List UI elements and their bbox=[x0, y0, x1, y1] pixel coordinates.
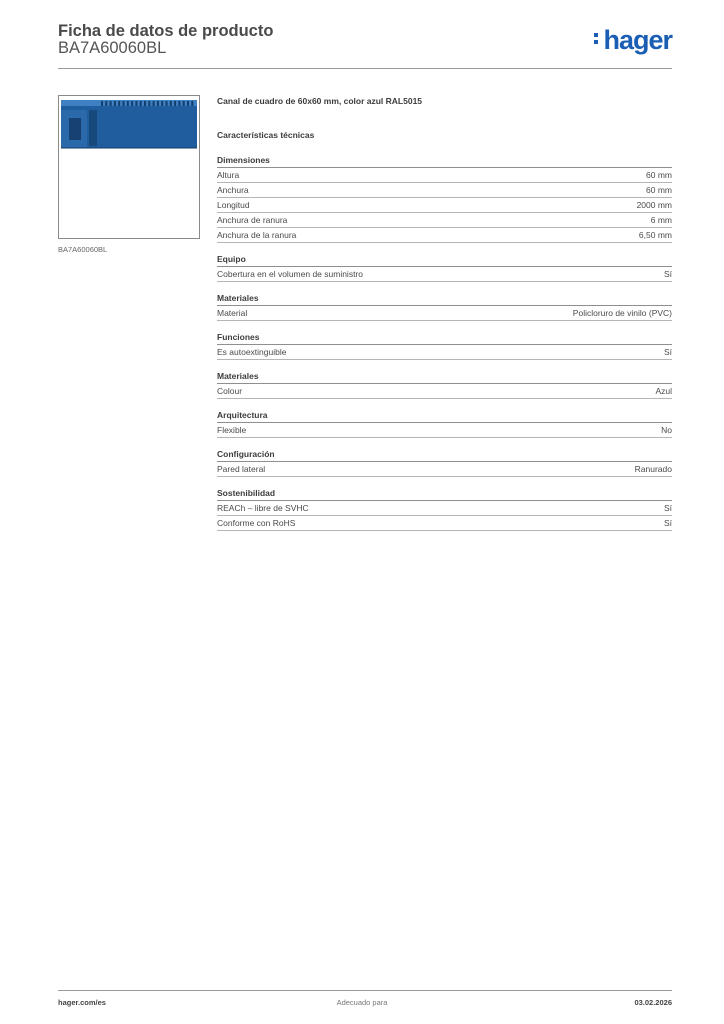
footer-website: hager.com/es bbox=[58, 998, 106, 1007]
spec-value: 60 mm bbox=[646, 185, 672, 195]
logo-dots-icon bbox=[594, 33, 601, 47]
spec-value: Sí bbox=[663, 347, 672, 357]
spec-row bbox=[217, 462, 672, 477]
spec-label: Flexible bbox=[217, 425, 247, 435]
header-divider bbox=[58, 68, 672, 69]
spec-label: Longitud bbox=[217, 200, 250, 210]
spec-label: Conforme con RoHS bbox=[217, 518, 296, 528]
spec-label: Anchura de ranura bbox=[217, 215, 288, 225]
duct-slot bbox=[105, 101, 107, 106]
duct-slot bbox=[131, 101, 133, 106]
duct-slot bbox=[114, 101, 116, 106]
spec-label: Colour bbox=[217, 386, 243, 396]
spec-value: Sí bbox=[663, 503, 672, 513]
spec-label: Anchura de la ranura bbox=[217, 230, 297, 240]
spec-section bbox=[217, 411, 672, 438]
footer-suitability: Adecuado para bbox=[336, 998, 388, 1007]
duct-slot bbox=[135, 101, 137, 106]
spec-row bbox=[217, 168, 672, 183]
spec-label: Pared lateral bbox=[217, 464, 266, 474]
specification-panel bbox=[217, 96, 672, 531]
duct-side-slot bbox=[89, 110, 97, 146]
section-title: Materiales bbox=[217, 294, 672, 306]
section-title: Funciones bbox=[217, 333, 672, 345]
hager-logo bbox=[594, 26, 672, 54]
spec-section bbox=[217, 450, 672, 477]
duct-slot bbox=[166, 101, 168, 106]
product-code: BA7A60060BL bbox=[58, 39, 167, 57]
spec-label: Material bbox=[217, 308, 248, 318]
spec-row bbox=[217, 183, 672, 198]
duct-slot bbox=[187, 101, 189, 106]
footer-date: 03.02.2026 bbox=[634, 998, 672, 1007]
duct-slot bbox=[127, 101, 129, 106]
technical-characteristics-heading: Características técnicas bbox=[217, 130, 315, 140]
duct-slot bbox=[174, 101, 176, 106]
spec-label: REACh – libre de SVHC bbox=[217, 503, 309, 513]
duct-slot bbox=[161, 101, 163, 106]
duct-slot bbox=[110, 101, 112, 106]
duct-top-edge bbox=[61, 100, 197, 106]
duct-slot bbox=[153, 101, 155, 106]
spec-section bbox=[217, 294, 672, 321]
spec-label: Cobertura en el volumen de suministro bbox=[217, 269, 363, 279]
spec-label: Es autoextinguible bbox=[217, 347, 287, 357]
spec-value: Ranurado bbox=[634, 464, 672, 474]
spec-sections bbox=[217, 156, 672, 531]
spec-value: 6,50 mm bbox=[638, 230, 672, 240]
spec-section bbox=[217, 489, 672, 531]
duct-slot bbox=[101, 101, 103, 106]
spec-section bbox=[217, 372, 672, 399]
section-title: Configuración bbox=[217, 450, 672, 462]
duct-end-opening bbox=[69, 118, 81, 140]
spec-row bbox=[217, 516, 672, 531]
duct-slot bbox=[183, 101, 185, 106]
spec-value: 60 mm bbox=[646, 170, 672, 180]
spec-row bbox=[217, 423, 672, 438]
duct-slot bbox=[178, 101, 180, 106]
spec-label: Altura bbox=[217, 170, 240, 180]
spec-row bbox=[217, 384, 672, 399]
spec-value: Sí bbox=[663, 269, 672, 279]
section-title: Equipo bbox=[217, 255, 672, 267]
product-image bbox=[58, 95, 200, 239]
duct-slot bbox=[148, 101, 150, 106]
spec-value: 2000 mm bbox=[636, 200, 672, 210]
spec-value: Sí bbox=[663, 518, 672, 528]
spec-row bbox=[217, 501, 672, 516]
duct-slot bbox=[157, 101, 159, 106]
section-title: Materiales bbox=[217, 372, 672, 384]
section-title: Sostenibilidad bbox=[217, 489, 672, 501]
product-image-caption: BA7A60060BL bbox=[58, 245, 108, 254]
cable-duct-image-icon bbox=[59, 96, 199, 238]
section-title: Arquitectura bbox=[217, 411, 672, 423]
duct-slot bbox=[170, 101, 172, 106]
spec-section bbox=[217, 333, 672, 360]
spec-row bbox=[217, 306, 672, 321]
spec-label: Anchura bbox=[217, 185, 249, 195]
spec-value: Policloruro de vinilo (PVC) bbox=[572, 308, 672, 318]
spec-section bbox=[217, 255, 672, 282]
page-header bbox=[58, 20, 672, 68]
spec-value: No bbox=[661, 425, 672, 435]
logo-text: hager bbox=[603, 25, 672, 55]
spec-value: 6 mm bbox=[650, 215, 672, 225]
spec-row bbox=[217, 213, 672, 228]
duct-slot bbox=[140, 101, 142, 106]
duct-slot bbox=[191, 101, 193, 106]
spec-value: Azul bbox=[655, 386, 672, 396]
spec-row bbox=[217, 267, 672, 282]
duct-slot bbox=[123, 101, 125, 106]
footer-divider bbox=[58, 990, 672, 991]
section-title: Dimensiones bbox=[217, 156, 672, 168]
duct-slot bbox=[144, 101, 146, 106]
product-description: Canal de cuadro de 60x60 mm, color azul RAL5015 bbox=[217, 96, 423, 106]
spec-row bbox=[217, 228, 672, 243]
spec-section bbox=[217, 156, 672, 243]
duct-slot bbox=[118, 101, 120, 106]
spec-row bbox=[217, 345, 672, 360]
document-title: Ficha de datos de producto bbox=[58, 22, 274, 40]
spec-row bbox=[217, 198, 672, 213]
